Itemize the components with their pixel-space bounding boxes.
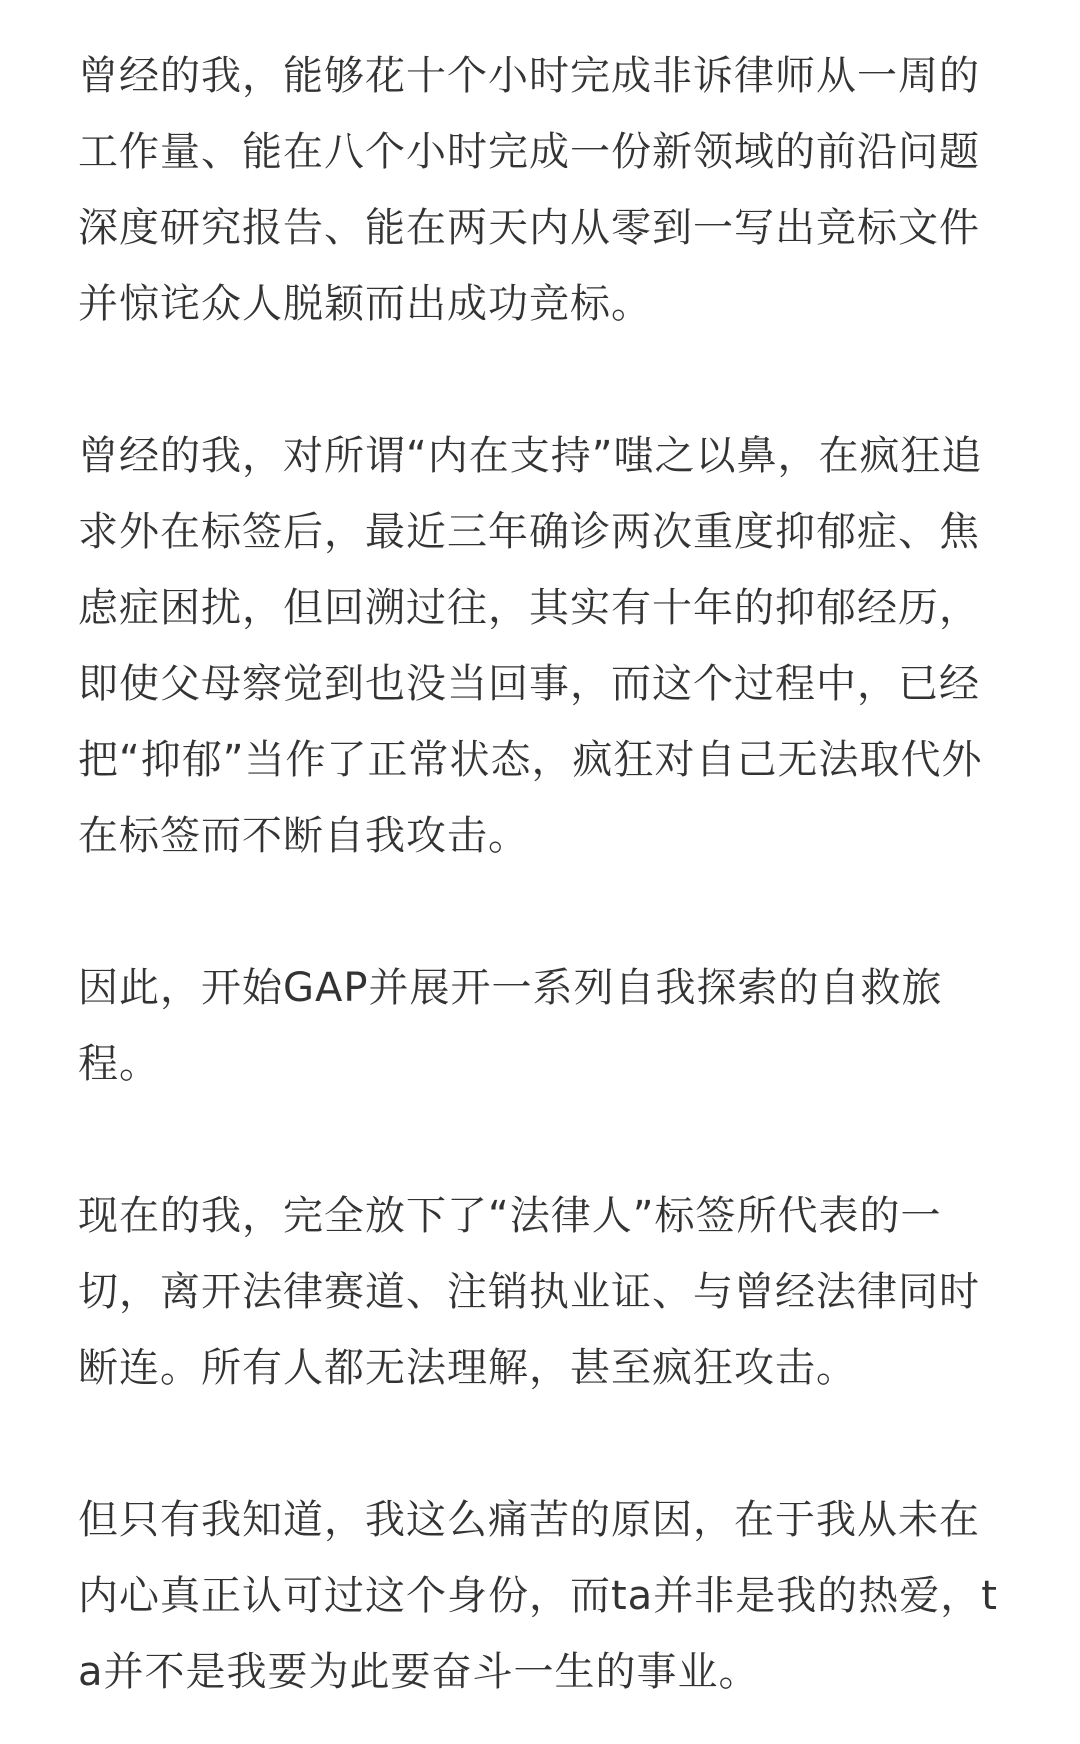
paragraph-4: 现在的我，完全放下了“法律人”标签所代表的一切，离开法律赛道、注销执业证、与曾经法律同时断连。所有人都无法理解，甚至疯狂攻击。 [78, 1193, 980, 1391]
paragraph-2: 曾经的我，对所谓“内在支持”嗤之以鼻，在疯狂追求外在标签后，最近三年确诊两次重度抑郁症、焦虑症困扰，但回溯过往，其实有十年的抑郁经历，即使父母察觉到也没当回事，而这个过程中，已经把“抑郁”当作了正常状态，疯狂对自己无法取代外在标签而不断自我攻击。 [78, 433, 983, 859]
paragraph-1: 曾经的我，能够花十个小时完成非诉律师从一周的工作量、能在八个小时完成一份新领域的前沿问题深度研究报告、能在两天内从零到一写出竞标文件并惊诧众人脱颖而出成功竞标。 [78, 53, 980, 327]
article-body [78, 38, 1018, 1710]
paragraph-3: 因此，开始GAP并展开一系列自我探索的自救旅程。 [78, 965, 943, 1087]
paragraph-5: 但只有我知道，我这么痛苦的原因，在于我从未在内心真正认可过这个身份，而ta并非是我的热爱，ta并不是我要为此要奋斗一生的事业。 [78, 1497, 998, 1695]
